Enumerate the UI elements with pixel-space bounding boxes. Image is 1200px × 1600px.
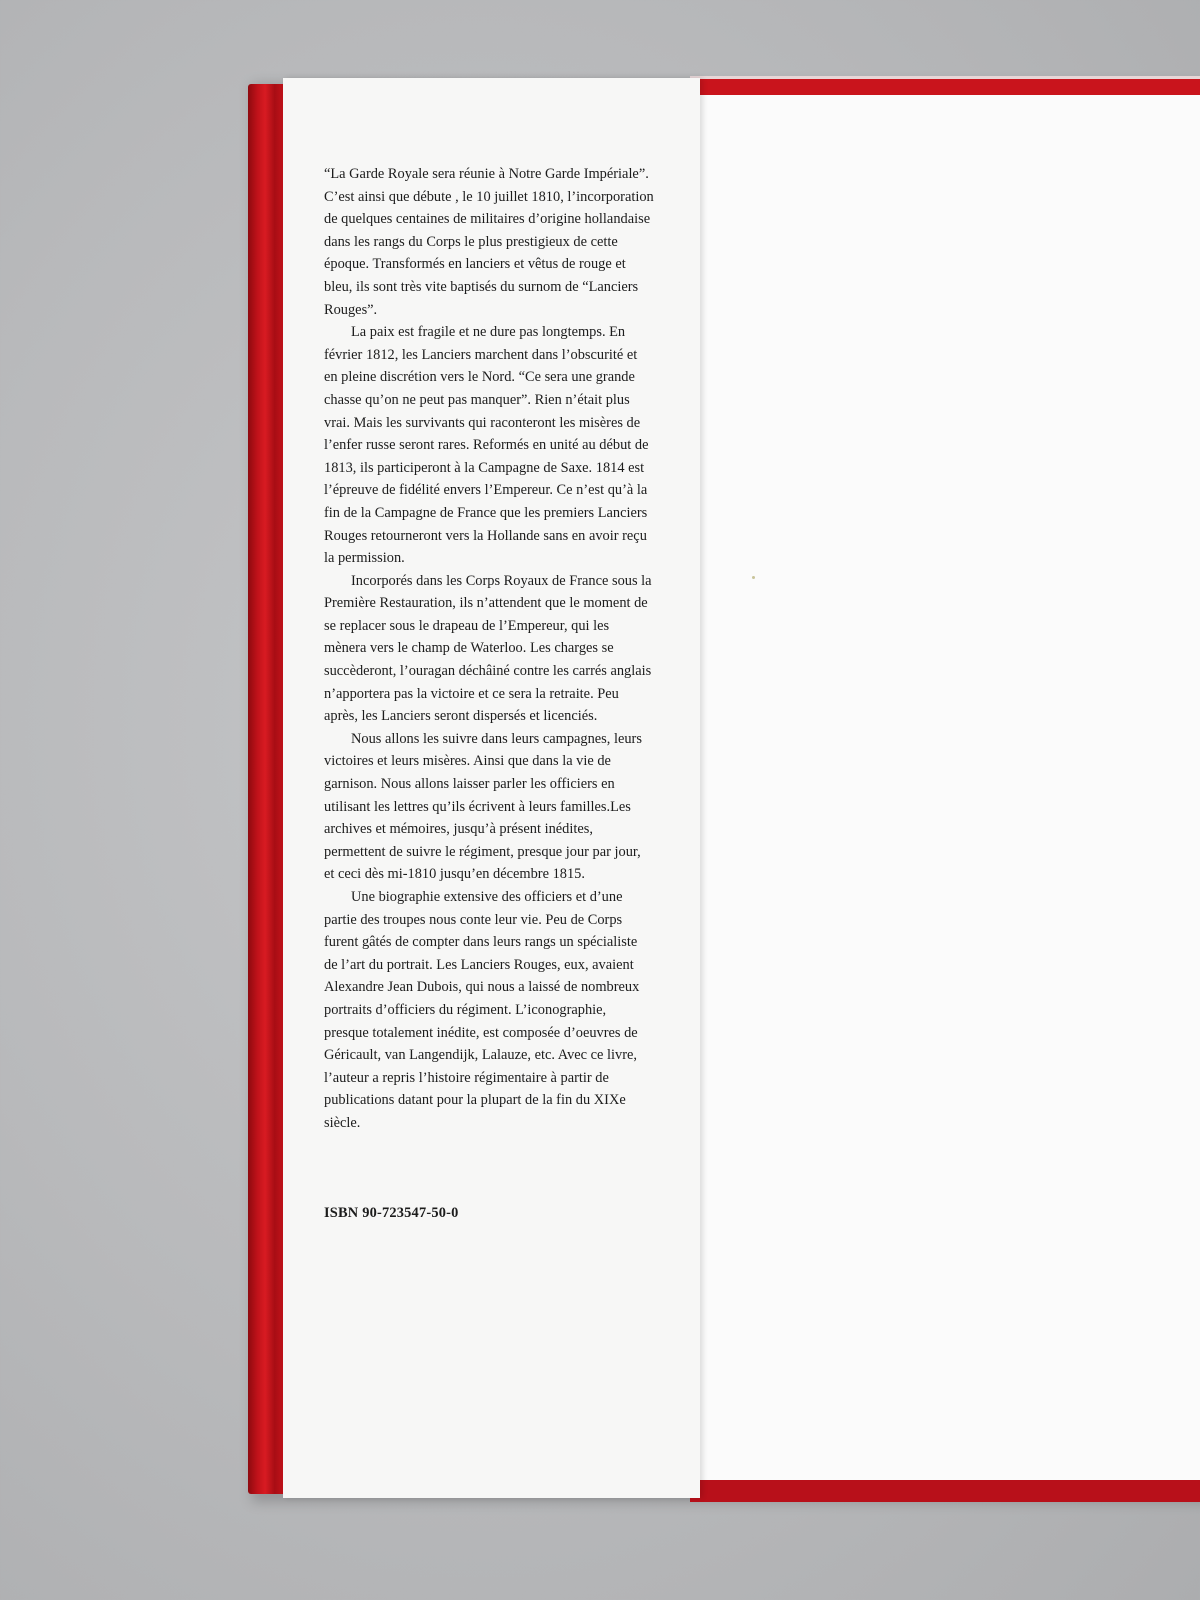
flap-blurb-text	[324, 163, 654, 1135]
paper-speck	[752, 576, 755, 579]
blurb-paragraph: Une biographie extensive des officiers et d’une partie des troupes nous conte leur vie. Peu de Corps furent gâtés de compter dans leurs rangs un spécialiste de l’art du portrait. Les Lanciers Rouges, eux, avaient Alexandre Jean Dubois, qui nous a laissé de nombreux portraits d’officiers du régiment. L’iconographie, presque totalement inédite, est composée d’oeuvres de Géricault, van Langendijk, Lalauze, etc. Avec ce livre, l’auteur a repris l’histoire régimentaire à partir de publications datant pour la plupart de la fin du XIXe siècle.	[324, 889, 640, 1131]
blank-flyleaf-page	[700, 95, 1200, 1480]
blurb-paragraph: Nous allons les suivre dans leurs campagnes, leurs victoires et leurs misères. Ainsi que dans la vie de garnison. Nous allons laisser parler les officiers en utilisant les lettres qu’ils écrivent à leurs familles.Les archives et mémoires, jusqu’à présent inédites, permettent de suivre le régiment, presque jour par jour, et ceci dès mi-1810 jusqu’en décembre 1815.	[324, 730, 642, 883]
blurb-paragraph: “La Garde Royale sera réunie à Notre Garde Impériale”. C’est ainsi que débute , le 10 juillet 1810, l’incorporation de quelques centaines de militaires d’origine hollandaise dans les rangs du Corps le plus prestigieux de cette époque. Transformés en lanciers et vêtus de rouge et bleu, ils sont très vite baptisés du surnom de “Lanciers Rouges”.	[324, 166, 654, 318]
blurb-paragraph: Incorporés dans les Corps Royaux de France sous la Première Restauration, ils n’attendent que le moment de se replacer sous le drapeau de l’Empereur, qui les mènera vers le champ de Waterloo. Les charges se succèderont, l’ouragan déchâiné contre les carrés anglais n’apportera pas la victoire et ce sera la retraite. Peu après, les Lanciers seront dispersés et licenciés.	[324, 572, 652, 725]
blurb-paragraph: La paix est fragile et ne dure pas longtemps. En février 1812, les Lanciers marchent dans l’obscurité et en pleine discrétion vers le Nord. “Ce sera une grande chasse qu’on ne peut pas manquer”. Rien n’était plus vrai. Mais les survivants qui raconteront les misères de l’enfer russe seront rares. Reformés en unité au début de 1813, ils participeront à la Campagne de Saxe. 1814 est l’épreuve de fidélité envers l’Empereur. Ce n’est qu’à la fin de la Campagne de France que les premiers Lanciers Rouges retourneront vers la Hollande sans en avoir reçu la permission.	[324, 324, 649, 567]
isbn-number: ISBN 90-723547-50-0	[324, 1205, 459, 1221]
red-cover-spine-edge	[248, 84, 286, 1494]
